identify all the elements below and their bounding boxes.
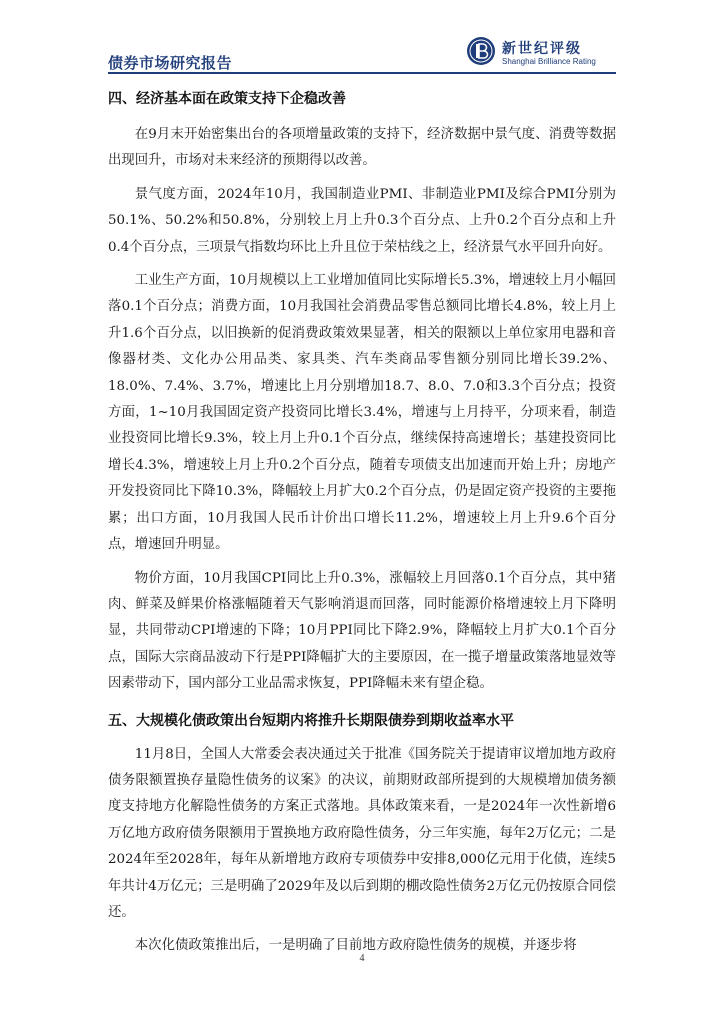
header-divider (108, 72, 616, 74)
logo-chinese-name: 新世纪评级 (502, 41, 582, 57)
report-series-title: 债券市场研究报告 (108, 54, 233, 72)
page-number: 4 (359, 953, 365, 964)
document-body (108, 86, 616, 960)
paragraph: 在9月末开始密集出台的各项增量政策的支持下，经济数据中景气度、消费等数据出现回升，市场对未来经济的预期得以改善。 (108, 127, 616, 169)
logo-english-name: Shanghai Brilliance Rating (502, 57, 596, 66)
paragraph: 物价方面，10月我国CPI同比上升0.3%，涨幅较上月回落0.1个百分点，其中猪肉、鲜菜及鲜果价格涨幅随着天气影响消退而回落，同时能源价格增速较上月下降明显，共同带动CPI增速的下降；10月PPI同比下降2.9%，降幅较上月扩大0.1个百分点，国际大宗商品波动下行是PPI降幅扩大的主要原因，在一揽子增量政策落地显效等因素带动下，国内部分工业品需求恢复，PPI降幅未来有望企稳。 (108, 570, 616, 692)
paragraph: 工业生产方面，10月规模以上工业增加值同比实际增长5.3%，增速较上月小幅回落0.1个百分点；消费方面，10月我国社会消费品零售总额同比增长4.8%，较上月上升1.6个百分点，以旧换新的促消费政策效果显著，相关的限额以上单位家用电器和音像器材类、文化办公用品类、家具类、汽车类商品零售额分别同比增长39.2%、18.0%、7.4%、3.7%，增速比上月分别增加18.7、8.0、7.0和3.3个百分点；投资方面，1~10月我国固定资产投资同比增长3.4%，增速与上月持平，分项来看，制造业投资同比增长9.3%，较上月上升0.1个百分点，继续保持高速增长；基建投资同比增长4.3%，增速较上月上升0.2个百分点，随着专项债支出加速而开始上升；房地产开发投资同比下降10.3%，降幅较上月扩大0.2个百分点，仍是固定资产投资的主要拖累；出口方面，10月我国人民币计价出口增长11.2%，增速较上月上升9.6个百分点，增速回升明显。 (108, 273, 616, 553)
section-heading-5: 五、大规模化债政策出台短期内将推升长期限债券到期收益率水平 (108, 712, 514, 729)
section-heading-4: 四、经济基本面在政策支持下企稳改善 (108, 91, 346, 107)
paragraph: 景气度方面，2024年10月，我国制造业PMI、非制造业PMI及综合PMI分别为50.1%、50.2%和50.8%，分别较上月上升0.3个百分点、上升0.2个百分点和上升0.4个百分点，三项景气指数均环比上升且位于荣枯线之上，经济景气水平回升向好。 (108, 186, 616, 255)
brilliance-rating-logo-icon (466, 36, 496, 66)
company-logo (466, 36, 616, 72)
paragraph: 11月8日，全国人大常委会表决通过关于批准《国务院关于提请审议增加地方政府债务限额置换存量隐性债务的议案》的决议，前期财政部所提到的大规模增加债务额度支持地方化解隐性债务的方案正式落地。具体政策来看，一是2024年一次性新增6万亿地方政府债务限额用于置换地方政府隐性债务，分三年实施，每年2万亿元；二是2024年至2028年，每年从新增地方政府专项债券中安排8,000亿元用于化债，连续5年共计4万亿元；三是明确了2029年及以后到期的棚改隐性债务2万亿元仍按原合同偿还。 (108, 746, 616, 920)
page-header (108, 32, 616, 74)
paragraph: 本次化债政策推出后，一是明确了目前地方政府隐性债务的规模，并逐步将 (134, 938, 577, 954)
